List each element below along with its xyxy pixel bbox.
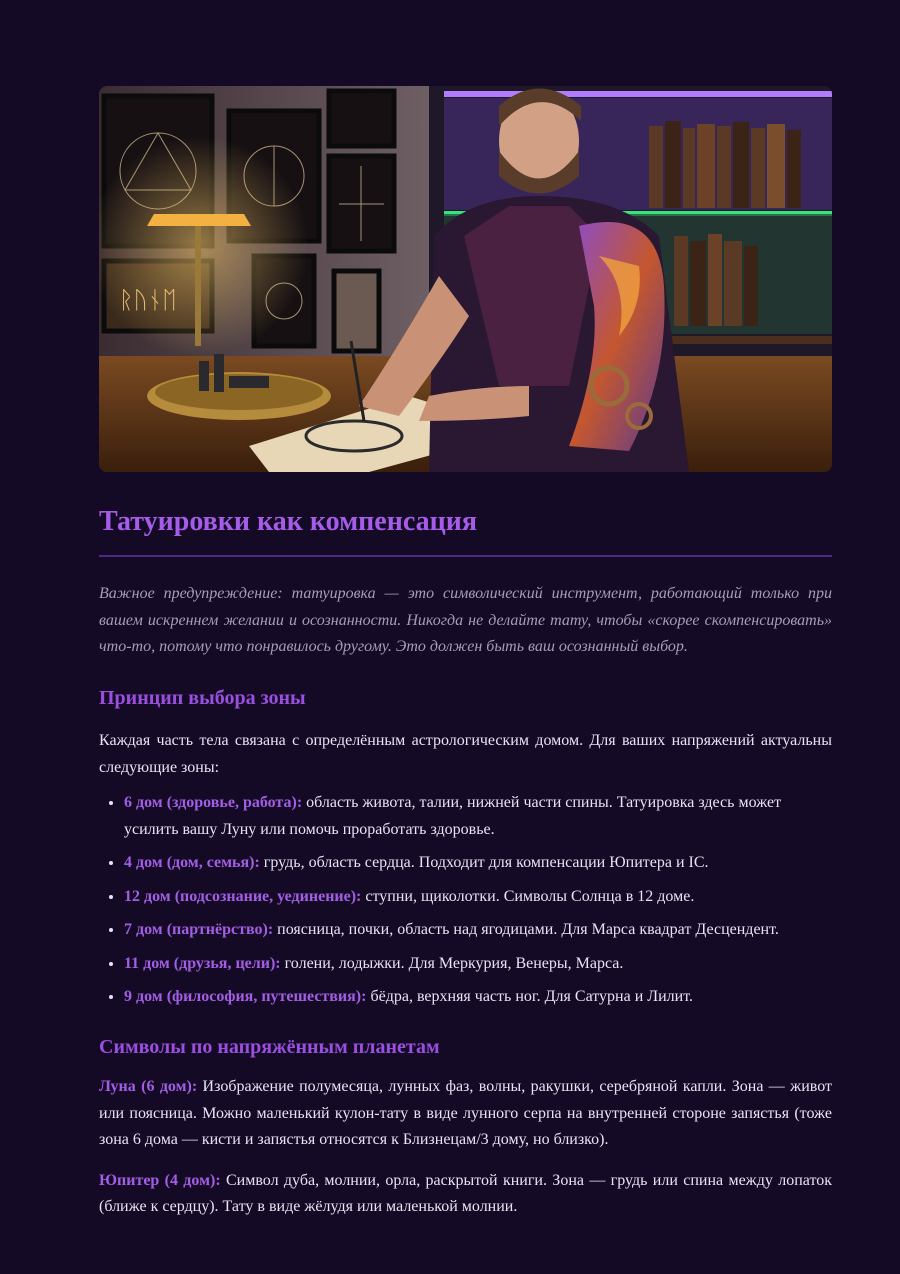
section-heading-symbols: Символы по напряжённым планетам <box>99 1036 440 1058</box>
hero-image <box>99 86 832 472</box>
planet-text: Изображение полумесяца, лунных фаз, волны, ракушки, серебряной капли. Зона — живот или поясница. Можно маленький кулон-тату в виде лунного серпа на внутренней стороне запястья (тоже зона 6 дома — кисти и запястья относятся к Близнецам/3 дому, но близко). <box>99 1078 833 1148</box>
list-item <box>124 983 832 1010</box>
list-item <box>124 789 832 843</box>
list-item-text: область живота, талии, нижней части спины. Татуировка здесь может усилить вашу Луну или помочь проработать здоровье. <box>124 793 782 838</box>
page-title: Татуировки как компенсация <box>99 506 478 537</box>
list-item-label: 4 дом (дом, семья): <box>124 854 260 871</box>
list-item-label: 11 дом (друзья, цели): <box>124 954 281 972</box>
list-item-label: 6 дом (здоровье, работа): <box>124 793 303 811</box>
zones-list <box>99 789 832 1011</box>
list-item-text: бёдра, верхняя часть ног. Для Сатурна и Лилит. <box>366 988 694 1005</box>
title-divider <box>99 555 832 557</box>
list-item <box>124 950 832 977</box>
list-item <box>124 916 832 943</box>
list-item-label: 7 дом (партнёрство): <box>124 921 274 938</box>
planet-paragraph-jupiter <box>99 1168 832 1221</box>
zones-intro: Каждая часть тела связана с определённым астрологическим домом. Для ваших напряжений актуальны следующие зоны: <box>99 731 832 776</box>
list-item <box>124 849 832 876</box>
list-item-label: 12 дом (подсознание, уединение): <box>124 887 362 905</box>
list-item-label: 9 дом (философия, путешествия): <box>124 988 367 1005</box>
list-item-text: голени, лодыжки. Для Меркурия, Венеры, Марса. <box>280 954 624 972</box>
planet-text: Символ дуба, молнии, орла, раскрытой книги. Зона — грудь или спина между лопаток (ближе к сердцу). Тату в виде жёлудя или маленькой молнии. <box>99 1171 832 1215</box>
list-item-text: грудь, область сердца. Подходит для компенсации Юпитера и IC. <box>259 854 709 871</box>
planet-paragraph-moon <box>99 1074 832 1154</box>
warning-note: Важное предупреждение: татуировка — это символический инструмент, работающий только при вашем искреннем желании и осознанности. Никогда не делайте тату, чтобы «скорее скомпенсировать» что-то, потому что понравилось другому. Это должен быть ваш осознанный выбор. <box>99 585 832 655</box>
list-item-text: поясница, почки, область над ягодицами. Для Марса квадрат Десцендент. <box>273 921 779 938</box>
section-heading-zones: Принцип выбора зоны <box>99 686 306 709</box>
planet-label: Юпитер (4 дом): <box>99 1171 221 1189</box>
article <box>99 0 832 1221</box>
planet-label: Луна (6 дом): <box>99 1078 198 1095</box>
list-item <box>124 883 832 910</box>
list-item-text: ступни, щиколотки. Символы Солнца в 12 доме. <box>361 887 695 905</box>
